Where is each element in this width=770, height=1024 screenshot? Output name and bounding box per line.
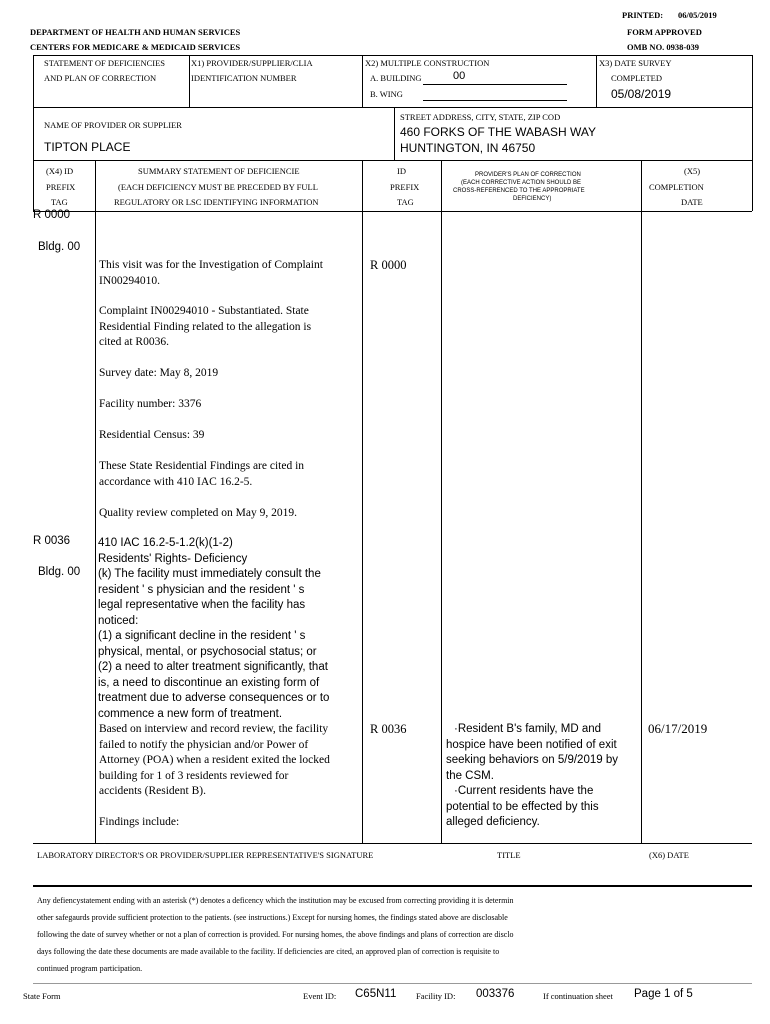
rule [95, 160, 96, 843]
form-approved: FORM APPROVED [627, 27, 702, 37]
x4-header-2: PREFIX [46, 182, 76, 192]
facility-id-value: 003376 [476, 988, 515, 1000]
bldg-label: Bldg. 00 [38, 241, 81, 253]
rule [33, 55, 34, 107]
address-line-1: 460 FORKS OF THE WABASH WAY [400, 125, 597, 139]
summary-header-3: REGULATORY OR LSC IDENTIFYING INFORMATION [114, 197, 319, 207]
x5-header-2: COMPLETION [649, 182, 704, 192]
text-line: accordance with 410 IAC 16.2-5. [99, 475, 253, 488]
completion-date: 06/17/2019 [648, 721, 708, 736]
tag-r0000: R 0000 [33, 209, 71, 221]
rule [33, 885, 752, 887]
text-line: alleged deficiency. [446, 816, 540, 828]
building-label: A. BUILDING [370, 73, 422, 83]
tag-r0036: R 0036 [33, 535, 71, 547]
disclaimer-text [37, 892, 752, 977]
x1-label-1: X1) PROVIDER/SUPPLIER/CLIA [191, 58, 313, 68]
quality-review-line: Quality review completed on May 9, 2019. [99, 507, 298, 519]
rule [752, 55, 753, 107]
rule [33, 160, 34, 211]
omb-number: OMB NO. 0938-039 [627, 42, 700, 52]
text-line: IN00294010. [99, 274, 161, 287]
x5-header-1: (X5) [684, 166, 701, 176]
provider-name-label: NAME OF PROVIDER OR SUPPLIER [44, 120, 182, 130]
text-line: 410 IAC 16.2-5-1.2(k)(1-2) [98, 537, 233, 549]
x3-label-1: X3) DATE SURVEY [599, 58, 672, 68]
rule [33, 211, 752, 212]
wing-underline [423, 100, 567, 101]
rule [394, 107, 395, 160]
id-header-2: PREFIX [390, 182, 420, 192]
rule [752, 160, 753, 211]
x4-header-1: (X4) ID [46, 166, 74, 176]
address-label: STREET ADDRESS, CITY, STATE, ZIP COD [400, 112, 561, 122]
text-line: building for 1 of 3 residents reviewed for [99, 769, 289, 782]
text-line: These State Residential Findings are cited in [99, 460, 305, 472]
id-tag-r0000: R 0000 [370, 258, 407, 272]
text-line: ·Resident B's family, MD and [454, 723, 602, 735]
text-line: Any defiencystatement ending with an asterisk (*) denotes a deficency which the institution may be excused from correcting providing it is determin [37, 896, 514, 905]
text-line: (2) a need to alter treatment significantly, that [98, 661, 328, 673]
text-line: ·Current residents have the [454, 785, 594, 797]
text-line: noticed: [98, 614, 139, 627]
wing-label: B. WING [370, 89, 403, 99]
page-number: Page 1 of 5 [634, 988, 693, 1000]
x4-header-3: TAG [51, 197, 68, 207]
text-line: other safegaurds provide sufficient protection to the patients. (see instructions.) Except for nursing homes, the findings stated above are disclosable [37, 913, 508, 922]
text-line: is, a need to discontinue an existing form of [98, 676, 320, 689]
findings-include-line: Findings include: [99, 816, 180, 828]
summary-header-1: SUMMARY STATEMENT OF DEFICIENCIE [138, 166, 300, 176]
rule [441, 160, 442, 843]
text-line: cited at R0036. [99, 336, 169, 348]
text-line: Complaint IN00294010 - Substantiated. State [99, 305, 309, 317]
plan-header-3: CROSS-REFERENCED TO THE APPROPRIATE [453, 188, 585, 194]
text-line: continued program participation. [37, 964, 143, 973]
text-line: the CSM. [446, 769, 494, 782]
text-line: Residents' Rights- Deficiency [98, 552, 248, 565]
text-line: hospice have been notified of exit [446, 738, 617, 751]
text-line: (k) The facility must immediately consult the [98, 568, 321, 580]
bldg-label: Bldg. 00 [38, 566, 81, 578]
event-id-label: Event ID: [303, 991, 337, 1001]
text-line: legal representative when the facility has [98, 599, 306, 611]
survey-date-value: 05/08/2019 [611, 87, 672, 101]
text-line: accidents (Resident B). [99, 785, 206, 797]
text-line: This visit was for the Investigation of Complaint [99, 259, 323, 271]
text-line: following the date of survey whether or not a plan of correction is provided. For nursing homes, the above findings and plans of correction are disclo [37, 930, 514, 939]
plan-header-1: PROVIDER'S PLAN OF CORRECTION [475, 172, 581, 178]
facility-id-label: Facility ID: [416, 991, 456, 1001]
regulation-text-r0036 [98, 536, 360, 722]
rule [33, 160, 752, 161]
text-line: Attorney (POA) when a resident exited the locked [99, 754, 330, 766]
deficiency-text-r0000 [99, 258, 361, 289]
text-line: commence a new form of treatment. [98, 707, 283, 720]
text-line: physical, mental, or psychosocial status; or [98, 645, 317, 658]
findings-cited-paragraph [99, 459, 361, 490]
text-line: days following the date these documents are made available to the facility. If deficiencies are cited, an approved plan of correction is requisite to [37, 947, 500, 956]
rule [596, 55, 597, 107]
census-line: Residential Census: 39 [99, 429, 205, 441]
facility-number-line: Facility number: 3376 [99, 398, 202, 410]
x2-label: X2) MULTIPLE CONSTRUCTION [365, 58, 490, 68]
plan-of-correction-text [446, 722, 638, 831]
rule [189, 55, 190, 107]
centers-title: CENTERS FOR MEDICARE & MEDICAID SERVICES [30, 42, 241, 52]
state-form-label: State Form [23, 991, 61, 1001]
continuation-label: If continuation sheet [543, 991, 613, 1001]
text-line: treatment due to adverse consequences or to [98, 692, 330, 704]
statement-label-1: STATEMENT OF DEFICIENCIES [44, 58, 166, 68]
printed-date: 06/05/2019 [678, 10, 717, 20]
text-line: resident ' s physician and the resident ' s [98, 583, 305, 596]
rule [362, 55, 363, 107]
summary-header-2: (EACH DEFICIENCY MUST BE PRECEDED BY FULL [118, 182, 318, 192]
printed-label: PRINTED: [622, 10, 664, 20]
statement-label-2: AND PLAN OF CORRECTION [44, 73, 157, 83]
rule [33, 55, 752, 56]
finding-text-r0036 [99, 722, 361, 800]
rule [33, 843, 752, 844]
x1-label-2: IDENTIFICATION NUMBER [191, 73, 297, 83]
department-title: DEPARTMENT OF HEALTH AND HUMAN SERVICES [30, 27, 241, 37]
plan-header-2: (EACH CORRECTIVE ACTION SHOULD BE [461, 180, 582, 186]
text-line: Residential Finding related to the allegation is [99, 320, 312, 333]
rule [33, 107, 752, 108]
id-header-3: TAG [397, 197, 414, 207]
rule [33, 107, 34, 160]
rule [362, 160, 363, 843]
event-id-value: C65N11 [355, 988, 397, 1000]
rule [33, 983, 752, 984]
survey-date-line: Survey date: May 8, 2019 [99, 367, 219, 379]
text-line: seeking behaviors on 5/9/2019 by [446, 754, 618, 766]
complaint-paragraph [99, 304, 361, 351]
address-line-2: HUNTINGTON, IN 46750 [400, 141, 536, 155]
building-underline [423, 84, 567, 85]
provider-name-value: TIPTON PLACE [44, 140, 131, 154]
x3-label-2: COMPLETED [611, 73, 662, 83]
x6-date-label: (X6) DATE [649, 850, 689, 860]
text-line: failed to notify the physician and/or Power of [99, 738, 309, 751]
id-header-1: ID [397, 166, 406, 176]
plan-header-4: DEFICIENCY) [513, 196, 552, 202]
rule [641, 160, 642, 843]
building-value: 00 [453, 70, 466, 82]
title-label: TITLE [497, 850, 521, 860]
text-line: potential to be effected by this [446, 800, 599, 813]
signature-label: LABORATORY DIRECTOR'S OR PROVIDER/SUPPLIER REPRESENTATIVE'S SIGNATURE [37, 850, 374, 860]
id-tag-r0036: R 0036 [370, 722, 407, 736]
text-line: Based on interview and record review, the facility [99, 723, 329, 735]
text-line: (1) a significant decline in the resident ' s [98, 630, 306, 642]
x5-header-3: DATE [681, 197, 703, 207]
rule [752, 107, 753, 160]
